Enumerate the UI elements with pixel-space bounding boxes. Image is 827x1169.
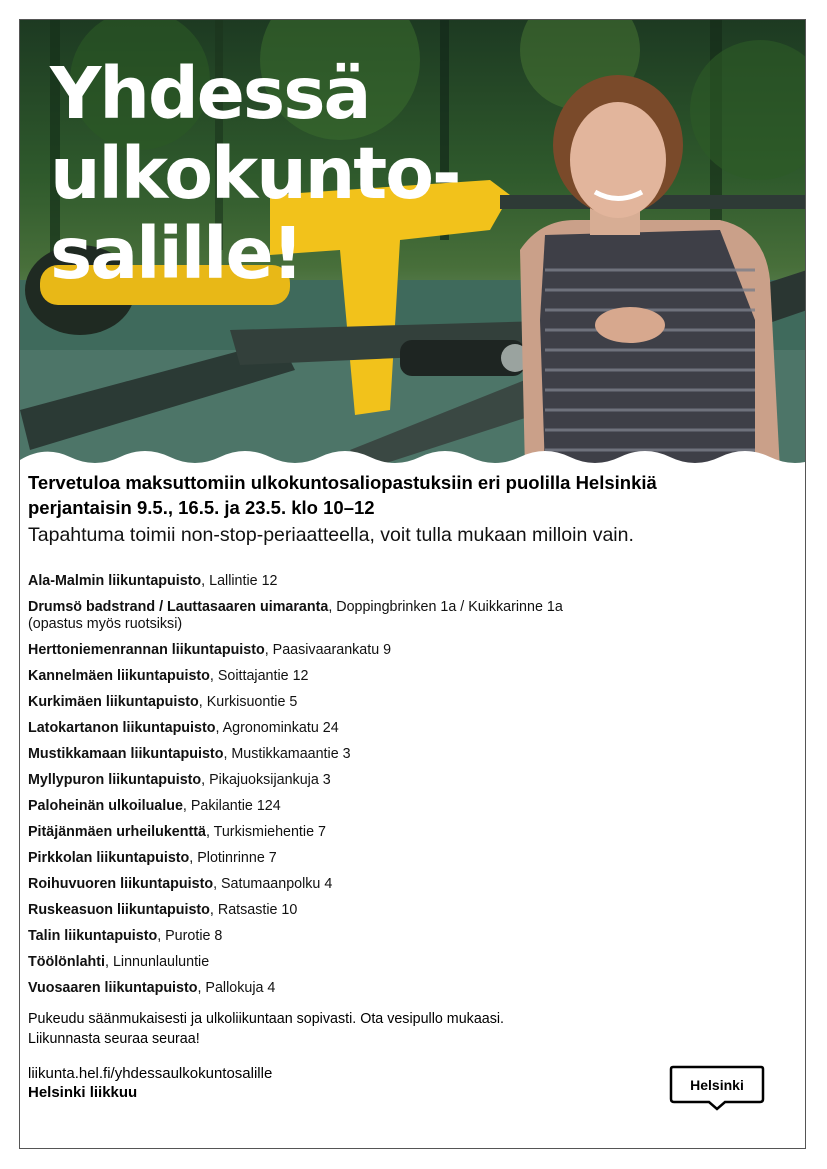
list-item [28, 954, 768, 971]
list-item [28, 850, 768, 867]
location-address: , Doppingbrinken 1a / Kuikkarinne 1a [328, 599, 563, 615]
headline-line-3: salille! [50, 212, 303, 295]
location-list [28, 573, 768, 997]
intro-line-2: perjantaisin 9.5., 16.5. ja 23.5. klo 10–12 [28, 497, 375, 518]
list-item [28, 642, 768, 659]
list-item [28, 876, 768, 893]
footer-note [28, 1009, 768, 1049]
headline-line-1: Yhdessä [50, 52, 370, 135]
footer-line-2: Liikunnasta seuraa seuraa! [28, 1031, 200, 1047]
location-address: , Turkismiehentie 7 [205, 824, 326, 840]
footer-line-1: Pukeudu säänmukaisesti ja ulkoliikuntaan sopivasti. Ota vesipullo mukaasi. [28, 1011, 505, 1027]
location-name: Töölönlahti [28, 954, 106, 970]
list-item [28, 980, 768, 997]
location-name: Herttoniemenrannan liikuntapuisto [28, 642, 265, 658]
location-address: , Lallintie 12 [201, 573, 278, 589]
link-block [28, 1064, 272, 1102]
intro-heading [28, 470, 768, 520]
location-name: Paloheinän ulkoilualue [28, 798, 183, 814]
intro-line-1: Tervetuloa maksuttomiin ulkokuntosaliopastuksiin eri puolilla Helsinkiä [28, 472, 657, 493]
location-address: , Paasivaarankatu 9 [264, 642, 392, 658]
location-address: , Mustikkamaantie 3 [223, 746, 351, 762]
location-name: Kurkimäen liikuntapuisto [28, 694, 199, 710]
location-name: Vuosaaren liikuntapuisto [28, 980, 198, 996]
headline [50, 54, 459, 294]
list-item [28, 573, 768, 590]
location-name: Talin liikuntapuisto [28, 928, 158, 944]
location-name: Pitäjänmäen urheilukenttä [28, 824, 206, 840]
website-link[interactable]: liikunta.hel.fi/yhdessaulkokuntosalille [28, 1065, 273, 1082]
location-name: Roihuvuoren liikuntapuisto [28, 876, 214, 892]
list-item [28, 772, 768, 789]
location-address: , Pakilantie 124 [182, 798, 281, 814]
location-name: Kannelmäen liikuntapuisto [28, 668, 210, 684]
location-address: , Linnunlauluntie [105, 954, 210, 970]
location-name: Latokartanon liikuntapuisto [28, 720, 216, 736]
location-address: , Purotie 8 [157, 928, 223, 944]
list-item [28, 928, 768, 945]
list-item [28, 798, 768, 815]
location-address: , Pikajuoksijankuja 3 [201, 772, 331, 788]
list-item [28, 668, 768, 685]
hero-photo [20, 20, 806, 470]
list-item [28, 720, 768, 737]
location-name: Myllypuron liikuntapuisto [28, 772, 202, 788]
location-address: , Plotinrinne 7 [189, 850, 277, 866]
headline-line-2: ulkokunto- [50, 132, 460, 215]
location-address: , Ratsastie 10 [209, 902, 298, 918]
list-item [28, 694, 768, 711]
location-note: (opastus myös ruotsiksi) [28, 616, 183, 632]
location-address: , Satumaanpolku 4 [213, 876, 333, 892]
helsinki-logo [669, 1065, 765, 1109]
location-name: Mustikkamaan liikuntapuisto [28, 746, 224, 762]
location-name: Ruskeasuon liikuntapuisto [28, 902, 210, 918]
location-name: Ala-Malmin liikuntapuisto [28, 573, 202, 589]
location-address: , Pallokuja 4 [197, 980, 276, 996]
location-name: Drumsö badstrand / Lauttasaaren uimaranta [28, 599, 329, 615]
logo-text: Helsinki [690, 1077, 744, 1093]
location-name: Pirkkolan liikuntapuisto [28, 850, 190, 866]
tagline: Helsinki liikkuu [28, 1084, 138, 1101]
list-item [28, 599, 768, 633]
location-address: , Soittajantie 12 [209, 668, 309, 684]
list-item [28, 902, 768, 919]
poster-content [28, 470, 768, 1049]
list-item [28, 824, 768, 841]
intro-subline: Tapahtuma toimii non-stop-periaatteella, voit tulla mukaan milloin vain. [28, 524, 634, 546]
location-address: , Kurkisuontie 5 [198, 694, 298, 710]
list-item [28, 746, 768, 763]
location-address: , Agronominkatu 24 [215, 720, 339, 736]
